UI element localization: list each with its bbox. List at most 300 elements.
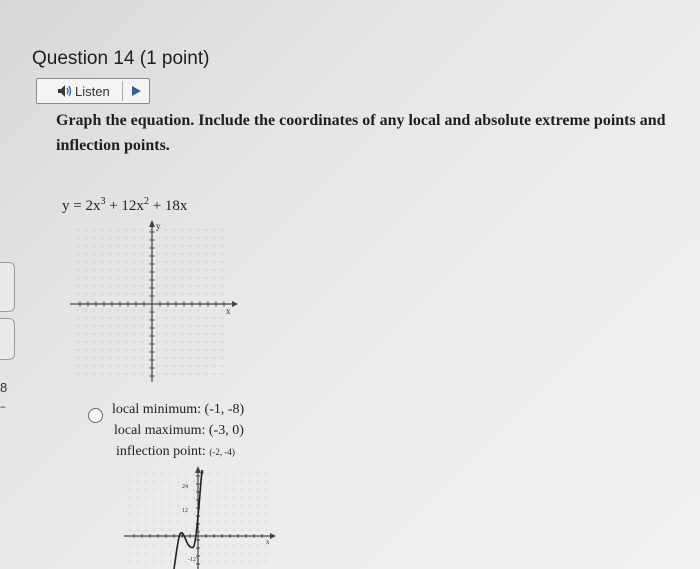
grid-dot (217, 537, 218, 538)
grid-dot (169, 513, 170, 514)
graph1-y-label: y (156, 221, 161, 231)
grid-dot (93, 261, 94, 262)
grid-dot (241, 561, 242, 562)
option-a-local-minimum: local minimum: (-1, -8) (112, 402, 245, 417)
grid-dot (137, 513, 138, 514)
grid-dot (129, 513, 130, 514)
grid-dot (109, 261, 110, 262)
grid-dot (133, 357, 134, 358)
grid-dot (137, 545, 138, 546)
grid-dot (189, 333, 190, 334)
grid-dot (149, 261, 150, 262)
grid-dot (85, 341, 86, 342)
grid-dot (117, 277, 118, 278)
grid-dot (181, 245, 182, 246)
grid-dot (133, 229, 134, 230)
grid-dot (189, 317, 190, 318)
grid-dot (141, 309, 142, 310)
grid-dot (145, 473, 146, 474)
grid-dot (193, 489, 194, 490)
grid-dot (169, 553, 170, 554)
grid-dot (153, 513, 154, 514)
grid-dot (141, 341, 142, 342)
grid-dot (221, 237, 222, 238)
grid-dot (181, 341, 182, 342)
grid-dot (145, 489, 146, 490)
grid-dot (221, 317, 222, 318)
x-axis-arrow (232, 301, 238, 307)
grid-dot (265, 481, 266, 482)
grid-dot (157, 301, 158, 302)
grid-dot (205, 373, 206, 374)
grid-dot (221, 301, 222, 302)
grid-dot (109, 317, 110, 318)
grid-dot (117, 301, 118, 302)
grid-dot (129, 561, 130, 562)
question-title: Question 14 (32, 48, 135, 69)
grid-dot (185, 529, 186, 530)
grid-dot (141, 237, 142, 238)
grid-dot (181, 269, 182, 270)
grid-dot (173, 325, 174, 326)
grid-dot (165, 349, 166, 350)
grid-dot (117, 333, 118, 334)
grid-dot (77, 373, 78, 374)
grid-dot (85, 309, 86, 310)
grid-dot (125, 317, 126, 318)
grid-dot (201, 529, 202, 530)
grid-dot (157, 261, 158, 262)
grid-dot (117, 317, 118, 318)
grid-dot (173, 309, 174, 310)
grid-dot (217, 521, 218, 522)
equation (62, 196, 187, 215)
grid-dot (249, 561, 250, 562)
grid-dot (169, 489, 170, 490)
grid-dot (257, 505, 258, 506)
question-points: (1 point) (139, 48, 210, 69)
grid-dot (125, 277, 126, 278)
grid-dot (109, 277, 110, 278)
option-a-graph (120, 466, 280, 569)
grid-dot (145, 545, 146, 546)
grid-dot (117, 293, 118, 294)
grid-dot (213, 325, 214, 326)
grid-dot (189, 245, 190, 246)
grid-dot (117, 341, 118, 342)
grid-dot (177, 521, 178, 522)
grid-dot (165, 373, 166, 374)
grid-dot (117, 309, 118, 310)
grid-dot (137, 481, 138, 482)
grid-dot (257, 521, 258, 522)
grid-dot (145, 529, 146, 530)
grid-dot (197, 301, 198, 302)
grid-dot (197, 333, 198, 334)
grid-dot (129, 553, 130, 554)
grid-dot (85, 261, 86, 262)
grid-dot (197, 341, 198, 342)
grid-dot (93, 269, 94, 270)
grid-dot (117, 269, 118, 270)
grid-dot (221, 245, 222, 246)
grid-dot (209, 561, 210, 562)
grid-dot (153, 521, 154, 522)
grid-dot (149, 333, 150, 334)
grid-dot (257, 489, 258, 490)
grid-dot (185, 553, 186, 554)
grid-dot (117, 229, 118, 230)
grid-dot (265, 497, 266, 498)
grid-dot (189, 269, 190, 270)
option-a-inflection-value: (-2, -4) (209, 447, 235, 457)
grid-dot (85, 325, 86, 326)
grid-dot (141, 261, 142, 262)
y-axis-arrow (149, 220, 155, 227)
grid-dot (177, 497, 178, 498)
grid-dot (233, 561, 234, 562)
grid-dot (197, 261, 198, 262)
grid-dot (153, 473, 154, 474)
grid-dot (209, 545, 210, 546)
grid-dot (193, 537, 194, 538)
grid-dot (101, 325, 102, 326)
grid-dot (141, 365, 142, 366)
grid-dot (181, 293, 182, 294)
grid-dot (157, 253, 158, 254)
grid-dot (149, 365, 150, 366)
grid-dot (161, 529, 162, 530)
grid-dot (101, 261, 102, 262)
grid-dot (233, 489, 234, 490)
grid-dot (213, 277, 214, 278)
grid-dot (149, 373, 150, 374)
grid-dot (109, 333, 110, 334)
grid-dot (133, 373, 134, 374)
grid-dot (249, 473, 250, 474)
grid-dot (145, 513, 146, 514)
grid-dot (125, 237, 126, 238)
grid-dot (193, 497, 194, 498)
grid-dot (101, 349, 102, 350)
grid-dot (201, 513, 202, 514)
grid-dot (213, 293, 214, 294)
grid-dot (233, 513, 234, 514)
grid-dot (93, 309, 94, 310)
grid-dot (141, 285, 142, 286)
grid-dot (165, 293, 166, 294)
grid-dot (77, 365, 78, 366)
grid-dot (205, 237, 206, 238)
grid-dot (189, 301, 190, 302)
grid-dot (133, 285, 134, 286)
grid-dot (185, 545, 186, 546)
grid-dot (181, 357, 182, 358)
grid-dot (217, 497, 218, 498)
grid-dot (233, 545, 234, 546)
grid-dot (101, 341, 102, 342)
grid-dot (141, 269, 142, 270)
grid-dot (177, 489, 178, 490)
grid-dot (221, 357, 222, 358)
grid-dot (125, 301, 126, 302)
grid-dot (249, 513, 250, 514)
side-dashes: -- (0, 402, 5, 413)
grid-dot (145, 497, 146, 498)
grid-dot (125, 333, 126, 334)
grid-dot (77, 357, 78, 358)
grid-dot (85, 317, 86, 318)
grid-dot (125, 245, 126, 246)
grid-dot (181, 373, 182, 374)
grid-dot (109, 245, 110, 246)
grid-dot (85, 333, 86, 334)
grid-dot (225, 497, 226, 498)
grid-dot (153, 489, 154, 490)
grid-dot (169, 545, 170, 546)
grid-dot (221, 325, 222, 326)
grid-dot (197, 269, 198, 270)
grid-dot (257, 481, 258, 482)
grid-dot (173, 285, 174, 286)
grid-dot (101, 229, 102, 230)
grid-dot (93, 357, 94, 358)
grid-dot (149, 269, 150, 270)
grid-dot (125, 309, 126, 310)
grid-dot (129, 521, 130, 522)
grid-dot (205, 269, 206, 270)
grid-dot (157, 317, 158, 318)
grid-dot (133, 301, 134, 302)
grid-dot (157, 269, 158, 270)
grid-dot (149, 245, 150, 246)
left-edge-panel (0, 0, 18, 569)
grid-dot (109, 285, 110, 286)
grid-dot (165, 341, 166, 342)
grid-dot (213, 229, 214, 230)
grid-dot (117, 261, 118, 262)
grid-dot (213, 253, 214, 254)
listen-label: Listen (75, 83, 110, 99)
play-icon[interactable] (131, 86, 141, 96)
grid-dot (149, 309, 150, 310)
grid-dot (85, 293, 86, 294)
grid-dot (225, 545, 226, 546)
grid-dot (149, 237, 150, 238)
grid-dot (189, 373, 190, 374)
grid-dot (221, 261, 222, 262)
grid-dot (217, 513, 218, 514)
grid-dot (181, 317, 182, 318)
side-tab-lower[interactable] (0, 318, 15, 360)
side-tab-upper[interactable] (0, 262, 15, 312)
grid-dot (213, 365, 214, 366)
grid-dot (209, 553, 210, 554)
grid-dot (201, 537, 202, 538)
grid-dot (205, 301, 206, 302)
grid-dot (217, 529, 218, 530)
grid-dot (149, 317, 150, 318)
grid-dot (93, 237, 94, 238)
grid-dot (257, 545, 258, 546)
grid-dot (125, 365, 126, 366)
grid-dot (197, 293, 198, 294)
grid-dot (213, 309, 214, 310)
grid-dot (257, 553, 258, 554)
grid-dot (213, 285, 214, 286)
grid-dot (173, 269, 174, 270)
grid-dot (129, 497, 130, 498)
grid-dot (137, 505, 138, 506)
graph2-y-tick-neg12: -12 (188, 557, 196, 563)
question-heading (32, 48, 209, 70)
grid-dot (257, 537, 258, 538)
grid-dot (165, 365, 166, 366)
grid-dot (213, 341, 214, 342)
grid-dot (137, 553, 138, 554)
grid-dot (157, 365, 158, 366)
grid-dot (209, 521, 210, 522)
grid-dot (109, 237, 110, 238)
grid-dot (209, 513, 210, 514)
grid-dot (165, 245, 166, 246)
grid-dot (221, 373, 222, 374)
grid-dot (201, 497, 202, 498)
grid-dot (125, 357, 126, 358)
graph2-x-label: x (266, 538, 270, 546)
grid-dot (173, 333, 174, 334)
grid-dot (189, 285, 190, 286)
grid-dot (101, 309, 102, 310)
grid-dot (117, 365, 118, 366)
grid-dot (193, 505, 194, 506)
grid-dot (209, 473, 210, 474)
grid-dot (225, 553, 226, 554)
grid-dot (137, 473, 138, 474)
grid-dot (241, 553, 242, 554)
grid-dot (265, 489, 266, 490)
grid-dot (149, 325, 150, 326)
grid-dot (125, 349, 126, 350)
grid-dot (257, 529, 258, 530)
grid-dot (173, 341, 174, 342)
graph2-y-tick-24: 24 (182, 484, 188, 490)
grid-dot (265, 513, 266, 514)
grid-dot (133, 317, 134, 318)
grid-dot (77, 293, 78, 294)
grid-dot (157, 245, 158, 246)
graph2-y-tick-12: 12 (182, 508, 188, 514)
listen-button[interactable] (36, 78, 150, 104)
grid-dot (221, 253, 222, 254)
grid-dot (197, 229, 198, 230)
grid-dot (77, 229, 78, 230)
grid-dot (101, 317, 102, 318)
grid-dot (101, 293, 102, 294)
grid-dot (93, 245, 94, 246)
grid-dot (165, 253, 166, 254)
grid-dot (129, 545, 130, 546)
grid-dot (221, 285, 222, 286)
side-question-number[interactable]: 8 (0, 380, 8, 395)
grid-dot (225, 473, 226, 474)
grid-dot (205, 365, 206, 366)
grid-dot (173, 229, 174, 230)
grid-dot (117, 253, 118, 254)
grid-dot (85, 237, 86, 238)
grid-dot (205, 277, 206, 278)
grid-dot (249, 489, 250, 490)
grid-dot (145, 481, 146, 482)
grid-dot (181, 325, 182, 326)
grid-dot (217, 489, 218, 490)
grid-dot (125, 253, 126, 254)
grid-dot (217, 561, 218, 562)
grid-dot (137, 529, 138, 530)
grid-dot (221, 229, 222, 230)
grid-dot (197, 277, 198, 278)
grid-dot (161, 505, 162, 506)
grid-dot (173, 301, 174, 302)
grid-dot (225, 481, 226, 482)
grid-dot (125, 261, 126, 262)
grid-dot (265, 561, 266, 562)
grid-dot (153, 505, 154, 506)
grid-dot (173, 357, 174, 358)
grid-dot (165, 285, 166, 286)
grid-dot (77, 317, 78, 318)
graph2-y-label: y (201, 468, 205, 476)
grid-dot (137, 561, 138, 562)
option-a-radio[interactable] (88, 408, 103, 423)
grid-dot (241, 497, 242, 498)
speaker-icon (57, 84, 73, 98)
grid-dot (161, 481, 162, 482)
grid-dot (153, 561, 154, 562)
grid-dot (141, 373, 142, 374)
grid-dot (141, 229, 142, 230)
grid-dot (101, 277, 102, 278)
grid-dot (157, 309, 158, 310)
equation-part-2: + 12x (105, 198, 144, 214)
graph1-x-label: x (226, 306, 231, 316)
grid-dot (201, 521, 202, 522)
grid-dot (77, 285, 78, 286)
grid-dot (109, 253, 110, 254)
option-a-local-maximum: local maximum: (-3, 0) (114, 423, 244, 438)
grid-dot (133, 253, 134, 254)
grid-dot (93, 349, 94, 350)
grid-dot (233, 521, 234, 522)
grid-dot (109, 309, 110, 310)
grid-dot (217, 505, 218, 506)
grid-dot (197, 317, 198, 318)
grid-dot (233, 529, 234, 530)
grid-dot (177, 481, 178, 482)
grid-dot (77, 349, 78, 350)
grid-dot (117, 245, 118, 246)
grid-dot (173, 277, 174, 278)
grid-dot (213, 237, 214, 238)
grid-dot (217, 553, 218, 554)
grid-dot (141, 253, 142, 254)
grid-dot (189, 357, 190, 358)
grid-dot (165, 309, 166, 310)
grid-dot (205, 309, 206, 310)
grid-dot (205, 245, 206, 246)
grid-dot (205, 341, 206, 342)
grid-dot (201, 489, 202, 490)
